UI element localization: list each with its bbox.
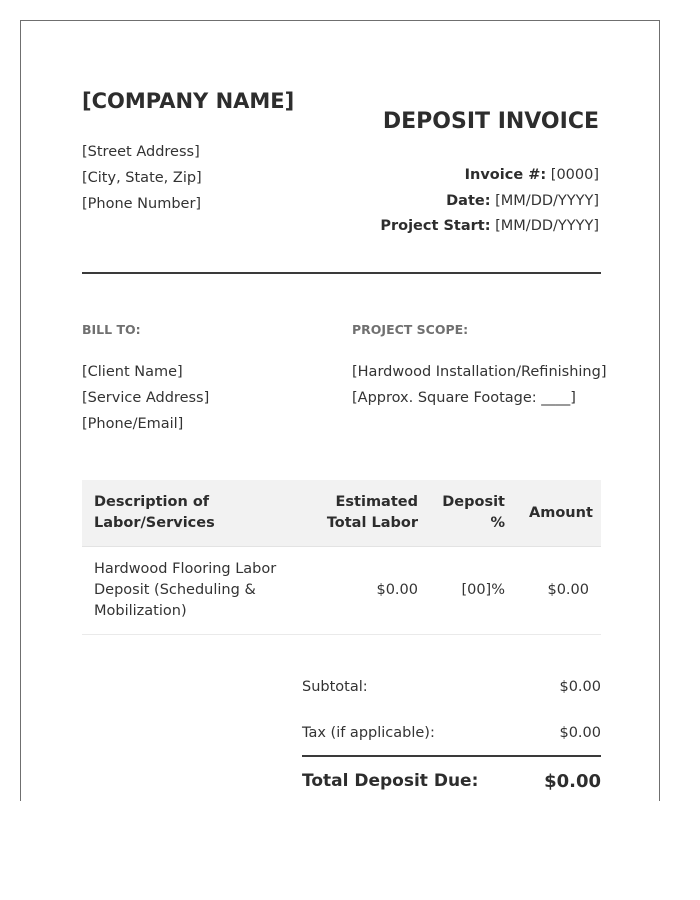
company-name: [COMPANY NAME] bbox=[82, 89, 295, 113]
company-phone: [Phone Number] bbox=[82, 196, 202, 212]
invoice-number-label: Invoice #: bbox=[464, 167, 547, 183]
invoice-date-line bbox=[380, 189, 599, 215]
table-row bbox=[82, 547, 601, 635]
subtotal-row bbox=[302, 679, 601, 695]
bill-to-block bbox=[82, 359, 209, 437]
bill-to-heading: BILL TO: bbox=[82, 322, 141, 337]
total-deposit-label: Total Deposit Due: bbox=[302, 771, 479, 791]
project-start-label: Project Start: bbox=[380, 218, 491, 234]
tax-value: $0.00 bbox=[559, 725, 601, 741]
totals-divider bbox=[302, 755, 601, 757]
invoice-date-label: Date: bbox=[446, 192, 491, 209]
row-amount: $0.00 bbox=[517, 547, 601, 635]
header-amount: Amount bbox=[517, 480, 601, 547]
row-description: Hardwood Flooring Labor Deposit (Scheduling & Mobilization) bbox=[82, 547, 304, 635]
company-city: [City, State, Zip] bbox=[82, 170, 202, 186]
subtotal-label: Subtotal: bbox=[302, 679, 368, 695]
project-scope-heading: PROJECT SCOPE: bbox=[352, 322, 469, 337]
project-start-value: [MM/DD/YYYY] bbox=[495, 218, 599, 234]
invoice-title: DEPOSIT INVOICE bbox=[382, 109, 599, 134]
table-header-row bbox=[82, 480, 601, 547]
total-deposit-value: $0.00 bbox=[544, 771, 601, 792]
company-street: [Street Address] bbox=[82, 144, 200, 160]
invoice-date-value: [MM/DD/YYYY] bbox=[495, 192, 599, 209]
header-estimated-total-labor: Estimated Total Labor bbox=[304, 480, 430, 547]
header-divider bbox=[82, 272, 601, 274]
tax-label: Tax (if applicable): bbox=[302, 725, 435, 741]
invoice-page bbox=[20, 20, 660, 801]
tax-row bbox=[302, 725, 601, 741]
header-deposit-percent: Deposit % bbox=[430, 480, 517, 547]
company-address-block bbox=[82, 139, 202, 217]
project-scope-line-2: [Approx. Square Footage: ____] bbox=[352, 390, 576, 406]
project-start-line bbox=[380, 214, 599, 240]
project-scope-block bbox=[352, 359, 607, 411]
client-contact: [Phone/Email] bbox=[82, 416, 184, 432]
service-address: [Service Address] bbox=[82, 390, 210, 406]
invoice-number-line bbox=[380, 163, 599, 189]
total-deposit-row bbox=[302, 771, 601, 792]
project-scope-line-1: [Hardwood Installation/Refinishing] bbox=[352, 364, 607, 380]
row-estimated-total-labor: $0.00 bbox=[304, 547, 430, 635]
header-description: Description of Labor/Services bbox=[82, 480, 304, 547]
invoice-meta bbox=[380, 163, 599, 240]
invoice-number-value: [0000] bbox=[550, 167, 599, 183]
row-deposit-percent: [00]% bbox=[430, 547, 517, 635]
subtotal-value: $0.00 bbox=[559, 679, 601, 695]
line-items-table bbox=[82, 480, 601, 635]
client-name: [Client Name] bbox=[82, 364, 183, 380]
